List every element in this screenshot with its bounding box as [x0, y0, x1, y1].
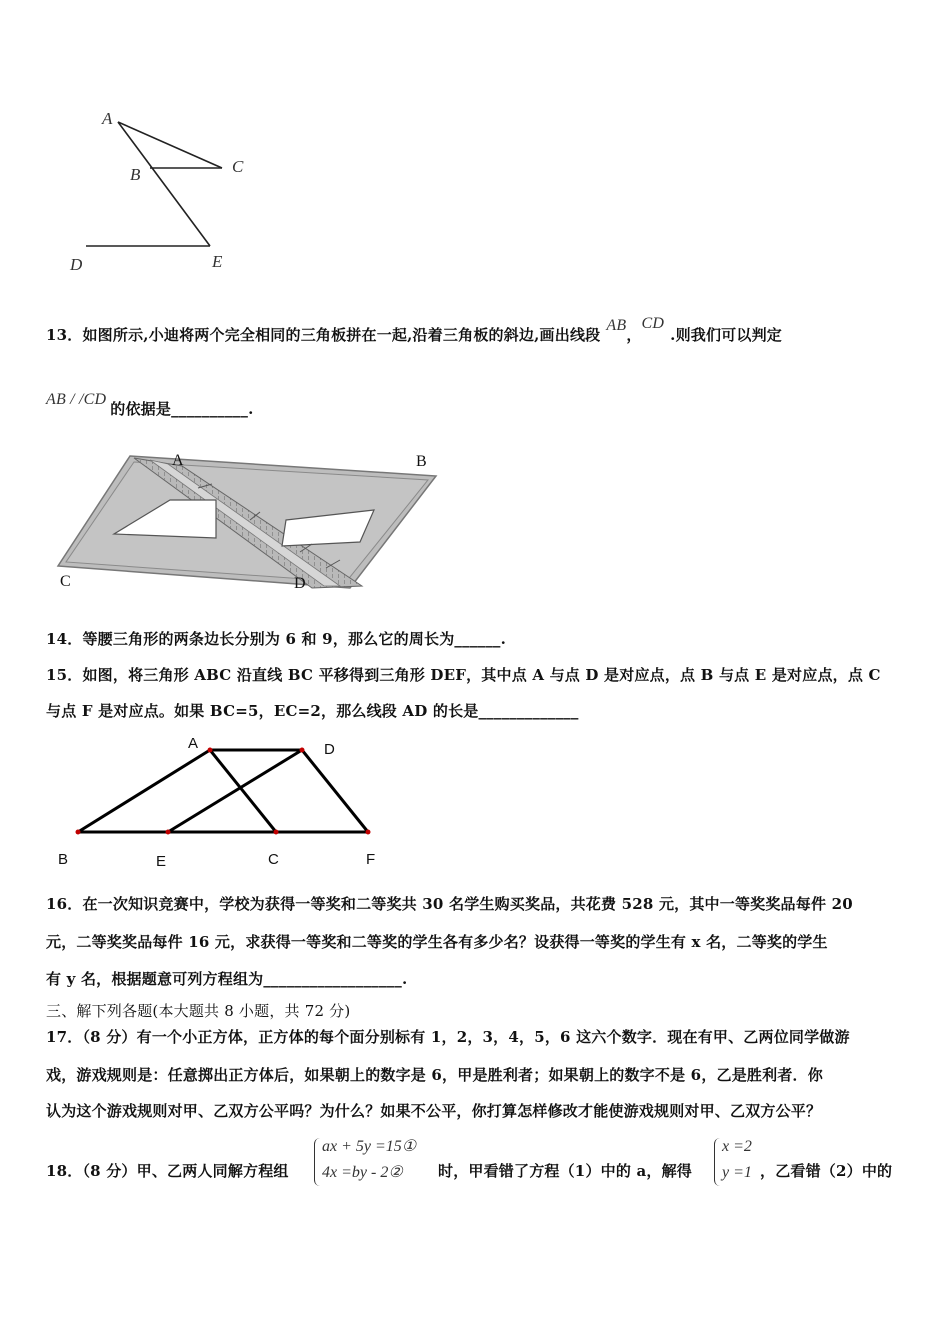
- question-16-line-3: 有 y 名，根据题意可列方程组为__________________.: [46, 970, 408, 988]
- question-13-line-2: [46, 391, 254, 419]
- fig15-label-e: E: [156, 853, 167, 870]
- question-17-line-3: 认为这个游戏规则对甲、乙双方公平吗？为什么？如果不公平，你打算怎样修改才能使游戏规则对甲、乙双方公平？: [46, 1102, 822, 1120]
- q13-text-prefix: 13．如图所示,小迪将两个完全相同的三角板拼在一起,沿着三角板的斜边,画出线段: [46, 326, 601, 344]
- q13-parallel-notation: AB / /CD: [46, 391, 107, 408]
- question-16-line-1: 16．在一次知识竞赛中，学校为获得一等奖和二等奖共 30 名学生购买奖品，共花费 528 元，其中一等奖奖品每件 20: [46, 895, 853, 913]
- point-label-e: E: [212, 252, 223, 271]
- q13-line-2-text: 的依据是__________.: [110, 400, 254, 418]
- q13-comma: ，: [626, 326, 642, 344]
- question-18-middle: 时，甲看错了方程（1）中的 a，解得: [438, 1162, 692, 1180]
- q13-segment-ab: AB: [606, 317, 627, 334]
- question-15-line-1: 15．如图，将三角形 ABC 沿直线 BC 平移得到三角形 DEF，其中点 A 与点 D 是对应点，点 B 与点 E 是对应点，点 C: [46, 666, 881, 684]
- figure-15-translation: [50, 732, 400, 872]
- point-label-b: B: [130, 165, 141, 184]
- q18-equation-1: ax + 5y =15①: [322, 1138, 417, 1155]
- point-label-a: A: [102, 109, 113, 128]
- question-18-prefix: 18．（8 分）甲、乙两人同解方程组: [46, 1162, 289, 1180]
- question-13-line-1: [46, 315, 782, 345]
- question-18-suffix: ，乙看错（2）中的: [760, 1162, 893, 1180]
- q18-solution-y: y =1: [722, 1164, 752, 1181]
- figure-13-set-squares: [50, 448, 450, 598]
- q13-text-suffix: .则我们可以判定: [670, 326, 782, 344]
- q13-segment-cd: CD: [641, 315, 665, 332]
- fig13-label-a: A: [172, 452, 184, 469]
- question-16-line-2: 元，二等奖奖品每件 16 元，求获得一等奖和二等奖的学生各有多少名？设获得一等奖的学生有 x 名，二等奖的学生: [46, 933, 828, 951]
- fig13-label-c: C: [60, 573, 71, 590]
- section-3-title: 三、解下列各题(本大题共 8 小题，共 72 分): [46, 1002, 351, 1020]
- point-label-d: D: [70, 255, 83, 274]
- fig15-label-f: F: [366, 851, 376, 868]
- fig15-label-d: D: [324, 741, 335, 758]
- fig13-label-b: B: [416, 453, 427, 470]
- fig15-label-c: C: [268, 851, 279, 868]
- question-14: 14．等腰三角形的两条边长分别为 6 和 9，那么它的周长为______.: [46, 630, 507, 648]
- fig15-label-b: B: [58, 851, 69, 868]
- point-label-c: C: [232, 157, 244, 176]
- fig13-label-d: D: [294, 575, 306, 592]
- question-17-line-1: 17．（8 分）有一个小正方体，正方体的每个面分别标有 1，2，3，4，5，6 这六个数字．现在有甲、乙两位同学做游: [46, 1028, 850, 1046]
- q18-solution-x: x =2: [722, 1138, 752, 1155]
- question-15-line-2: 与点 F 是对应点。如果 BC=5，EC=2，那么线段 AD 的长是_____________: [46, 702, 579, 720]
- question-17-line-2: 戏，游戏规则是：任意掷出正方体后，如果朝上的数字是 6，甲是胜利者；如果朝上的数字不是 6，乙是胜利者．你: [46, 1066, 823, 1084]
- fig15-label-a: A: [188, 735, 199, 752]
- figure-12: [60, 100, 260, 280]
- q18-equation-2: 4x =by - 2②: [322, 1164, 403, 1181]
